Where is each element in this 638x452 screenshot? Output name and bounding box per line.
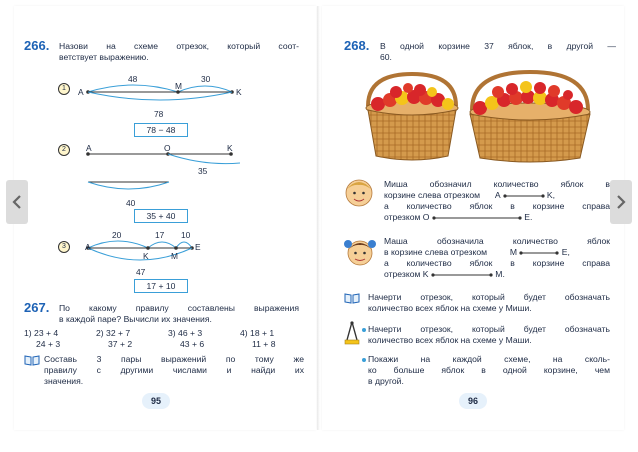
scheme-1-label-48: 48: [128, 74, 138, 84]
page-right: [322, 6, 624, 430]
task-268-number: 268.: [344, 38, 370, 53]
draw-misha-line2: количество всех яблок на схеме у Миши.: [368, 303, 532, 313]
scheme-1-marker: 1: [58, 83, 70, 95]
pair-1-b: 24 + 3: [36, 338, 61, 349]
masha-seg2: [431, 272, 493, 278]
task-266-line2: ветствует выражению.: [59, 52, 149, 62]
misha-line2: [384, 190, 610, 201]
masha-avatar: [344, 234, 376, 270]
scheme-3-point-e: E: [195, 242, 201, 252]
scheme-3-arc-20: [88, 241, 148, 248]
scheme-1-point-a: A: [78, 87, 84, 97]
pair-3: [168, 328, 238, 349]
scheme-3-arc-17a: [148, 242, 176, 248]
scheme-2-marker: 2: [58, 144, 70, 156]
page-number-95: 95: [142, 393, 170, 409]
scheme-3-point-a: A: [85, 242, 91, 252]
pair-3-a: 46 + 3: [178, 328, 203, 338]
task-267-line2: в каждой паре? Вычисли их значения.: [59, 314, 212, 324]
scheme-3-label-47: 47: [136, 267, 146, 277]
pair-2: [96, 328, 166, 349]
page-gutter: [317, 6, 320, 430]
pair-2-number: 2): [96, 328, 104, 338]
scheme-2-point-k: K: [227, 143, 233, 153]
misha-line4: [384, 212, 610, 223]
scheme-3-point-m: M: [171, 251, 178, 261]
book-icon: [24, 354, 40, 366]
scheme-3-point-k: K: [143, 251, 149, 261]
scheme-2-point-a: A: [86, 143, 92, 153]
pair-4-a: 18 + 1: [250, 328, 275, 338]
scheme-3-arc-10: [176, 242, 192, 248]
pair-3-b: 43 + 6: [180, 338, 205, 349]
chevron-right-icon: [615, 194, 627, 210]
scheme-1-label-78: 78: [154, 109, 164, 119]
masha-seg1-start: M: [509, 247, 517, 257]
task-266-line1: Назови на схеме отрезок, который соот-: [59, 41, 299, 51]
pair-4: [240, 328, 310, 349]
task-267-extra-line1: Составь 3 пары выражений по тому же: [44, 354, 304, 364]
draw-misha-line1: Начерти отрезок, который будет обозначать: [368, 292, 610, 302]
chevron-left-icon: [11, 194, 23, 210]
masha-seg2-end: M.: [495, 269, 505, 279]
left-basket: [366, 74, 458, 160]
masha-line2-text: в корзине слева отрезком: [384, 247, 488, 257]
scheme-2-label-40: 40: [126, 198, 136, 208]
masha-line2: [384, 247, 610, 258]
previous-page-button[interactable]: [6, 180, 28, 224]
next-page-button[interactable]: [610, 180, 632, 224]
task-267-number: 267.: [24, 300, 50, 315]
draw-masha-line1: Начерти отрезок, который будет обозначать: [368, 324, 610, 334]
misha-seg2: [432, 215, 522, 221]
scheme-1-arc-30: [178, 86, 232, 92]
misha-seg1-start: A: [494, 190, 501, 200]
scheme-2-diagram: [74, 136, 274, 206]
task-266-number: 266.: [24, 38, 50, 53]
scheme-1-point-k: K: [236, 87, 242, 97]
misha-seg2-end: E.: [524, 212, 533, 222]
task-267-line1: По какому правилу составлены выражения: [59, 303, 299, 313]
masha-seg2-start: K: [422, 269, 429, 279]
scheme-1-label-30: 30: [201, 74, 211, 84]
task-268-line2: 60.: [380, 52, 392, 62]
scheme-3-label-10: 10: [181, 230, 191, 240]
pair-4-b: 11 + 8: [252, 338, 276, 349]
misha-avatar: [344, 176, 374, 210]
compass-ruler-icon: [344, 320, 360, 346]
misha-line1: Миша обозначил количество яблок в: [384, 179, 610, 189]
pair-1: [24, 328, 94, 349]
scheme-2-label-35: 35: [198, 166, 208, 176]
right-basket: [470, 72, 590, 162]
show-line3: в другой.: [368, 376, 404, 386]
misha-line2-text: корзине слева отрезком: [384, 190, 481, 200]
scheme-2-expression: 35 + 40: [134, 209, 188, 223]
pair-1-number: 1): [24, 328, 32, 338]
page-left: [14, 6, 316, 430]
scheme-1-arc-78: [88, 92, 232, 100]
misha-line4-text: отрезком: [384, 212, 421, 222]
misha-seg2-start: O: [422, 212, 430, 222]
scheme-3-label-17: 17: [155, 230, 165, 240]
masha-line1: Маша обозначила количество яблок: [384, 236, 610, 246]
pair-2-a: 32 + 7: [106, 328, 131, 338]
scheme-1-point-m: M: [175, 81, 182, 91]
book-icon: [344, 292, 360, 304]
show-line1: Покажи на каждой схеме, на сколь-: [368, 354, 610, 364]
masha-seg1-end: E,: [561, 247, 570, 257]
masha-line4-text: отрезком: [384, 269, 421, 279]
apple-baskets-illustration: [362, 70, 612, 166]
scheme-2-point-o: O: [164, 143, 171, 153]
scheme-2-arc-40: [88, 182, 169, 189]
pair-3-number: 3): [168, 328, 176, 338]
task-268-line1: В одной корзине 37 яблок, в другой —: [380, 41, 616, 51]
scheme-2-arc-35: [168, 154, 240, 164]
scheme-3-expression: 17 + 10: [134, 279, 188, 293]
masha-line4: [384, 269, 610, 280]
misha-seg1-end: K,: [546, 190, 556, 200]
show-line2: ко больше яблок в одной корзине, чем: [368, 365, 610, 375]
scheme-1-arc-48: [88, 85, 178, 92]
pair-2-b: 37 + 2: [108, 338, 133, 349]
pair-4-number: 4): [240, 328, 248, 338]
masha-line3: а количество яблок в корзине справа: [384, 258, 610, 268]
scheme-1-expression: 78 − 48: [134, 123, 188, 137]
misha-seg1: [503, 193, 545, 199]
draw-masha-line2: количество всех яблок на схеме у Маши.: [368, 335, 532, 345]
pair-1-a: 23 + 4: [34, 328, 59, 338]
misha-line3: а количество яблок в корзине справа: [384, 201, 610, 211]
scheme-3-marker: 3: [58, 241, 70, 253]
masha-seg1: [519, 250, 559, 256]
page-number-96: 96: [459, 393, 487, 409]
scheme-3-label-20: 20: [112, 230, 122, 240]
scheme-1-diagram: [74, 66, 274, 126]
bullet: [362, 328, 366, 332]
task-267-extra-line2: правилу с другими числами и найди их: [44, 365, 304, 375]
bullet: [362, 358, 366, 362]
task-267-extra-line3: значения.: [44, 376, 84, 386]
